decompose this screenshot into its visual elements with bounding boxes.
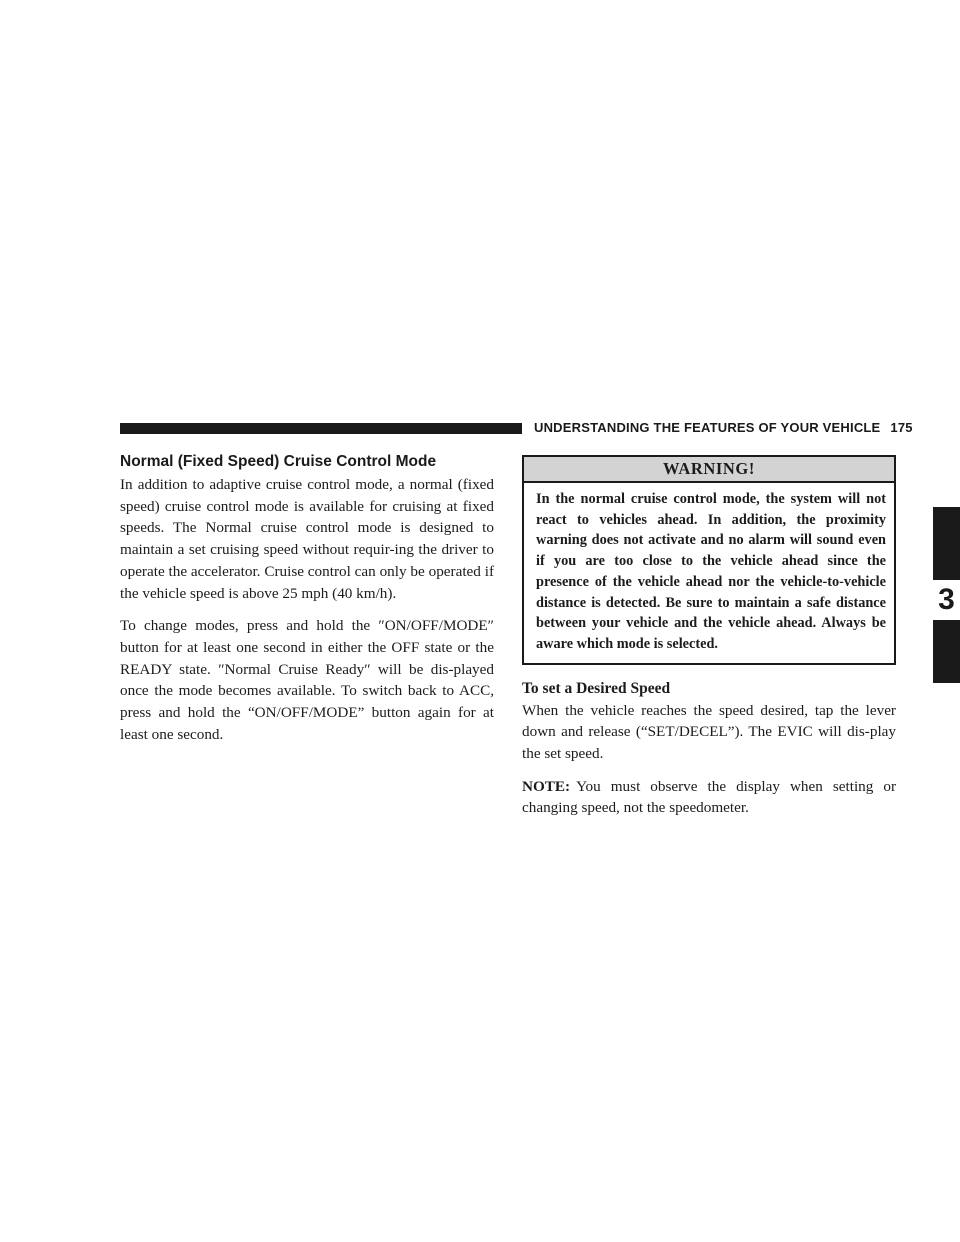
body-paragraph-2: To change modes, press and hold the ″ON/OFF/MODE″ button for at least one second in either the OFF state or the READY state. ″Normal Cruise Ready″ will be dis-played once the mode becomes available. To switch back to ACC, press and hold the “ON/OFF/MODE” button again for at least one second.	[120, 617, 494, 743]
header-rule	[120, 423, 522, 434]
note-label: NOTE:	[522, 777, 571, 795]
set-speed-paragraph: When the vehicle reaches the speed desired, tap the lever down and release (“SET/DECEL”). The EVIC will dis-play the set speed.	[522, 701, 896, 763]
warning-title: WARNING!	[524, 457, 894, 483]
note-paragraph	[522, 776, 896, 819]
right-column	[522, 455, 896, 830]
left-column	[120, 452, 494, 756]
warning-body: In the normal cruise control mode, the system will not react to vehicles ahead. In addition, the proximity warning does not activate and no alarm will sound even if you are too close to the vehicle ahead since the presence of the vehicle ahead nor the vehicle-to-vehicle distance is detected. Be sure to maintain a safe distance between your vehicle and the vehicle ahead. Always be aware which mode is selected.	[536, 491, 886, 652]
body-paragraph-1: In addition to adaptive cruise control mode, a normal (fixed speed) cruise control mode is available for cruising at fixed speeds. The Normal cruise control mode is designed to maintain a set cruising speed without requir-ing the driver to operate the accelerator. Cruise control can only be operated if the vehicle speed is above 25 mph (40 km/h).	[120, 476, 494, 602]
note-text: You must observe the display when setting or changing speed, not the speedometer.	[522, 777, 896, 817]
chapter-tab	[933, 507, 960, 683]
header-section-title: UNDERSTANDING THE FEATURES OF YOUR VEHICLE	[534, 420, 881, 435]
page-number: 175	[890, 420, 913, 435]
chapter-number: 3	[933, 580, 960, 620]
warning-box	[522, 455, 896, 665]
set-speed-heading: To set a Desired Speed	[522, 679, 671, 697]
running-header	[534, 420, 913, 435]
section-heading: Normal (Fixed Speed) Cruise Control Mode	[120, 453, 437, 470]
